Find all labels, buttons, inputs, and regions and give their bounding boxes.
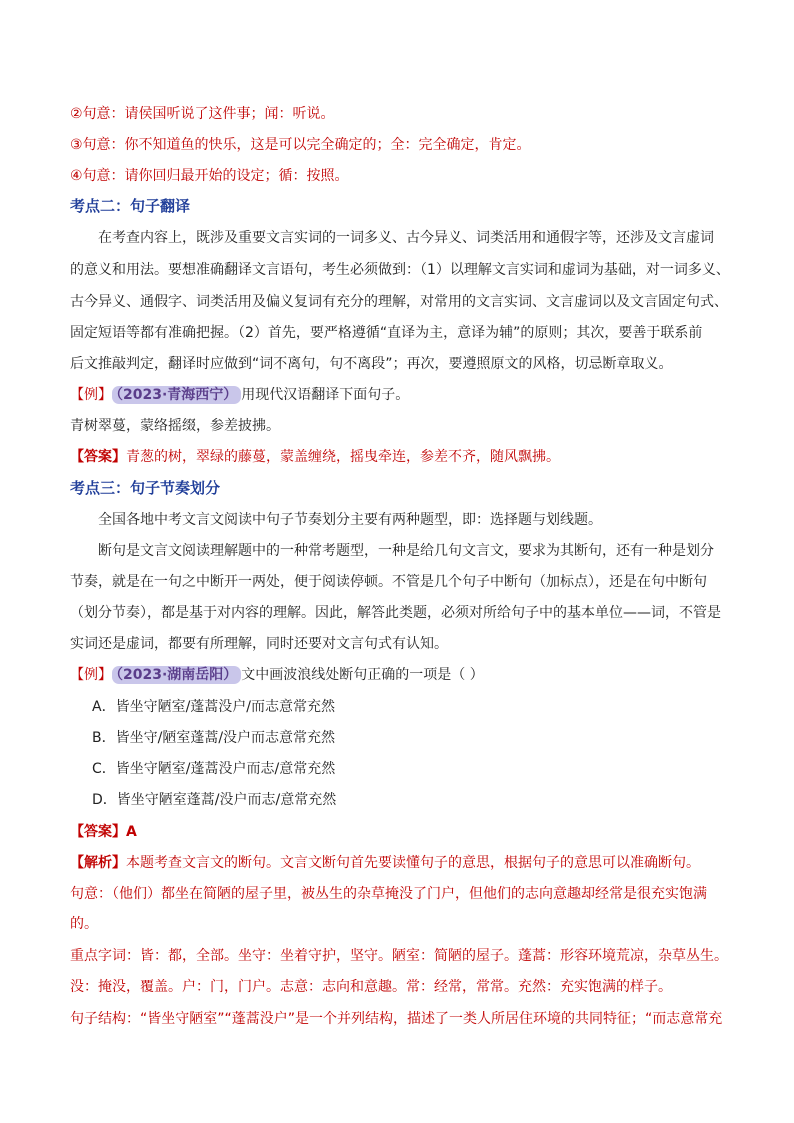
source-tag: （2023·青海西宁） <box>112 386 241 404</box>
paragraph-line: 固定短语等都有准确把握。（2）首先，要严格遵循“直译为主，意译为辅”的原则；其次，要善于联系前 <box>70 325 703 341</box>
paragraph-line: 古今异义、通假字、词类活用及偏义复词有充分的理解，对常用的文言实词、文言虚词以及文言固定句式、 <box>70 294 728 310</box>
analysis-label: 【解析】 <box>70 855 126 871</box>
paragraph-line: 后文推敲判定，翻译时应做到“词不离句，句不离段”；再次，要遵照原文的风格，切忌断章取义。 <box>70 356 673 372</box>
paragraph-line: 全国各地中考文言文阅读中句子节奏划分主要有两种题型，即：选择题与划线题。 <box>98 512 602 528</box>
section-heading-3: 考点三：句子节奏划分 <box>70 479 221 497</box>
source-tag: （2023·湖南岳阳） <box>112 666 241 684</box>
analysis-text: 本题考查文言文的断句。文言文断句首先要读懂句子的意思，根据句子的意思可以准确断句。 <box>126 855 700 871</box>
option-a: A．皆坐守陋室/蓬蒿没户/而志意常充然 <box>92 699 336 715</box>
example-2 <box>70 665 730 685</box>
analysis-line: 句子结构：“皆坐守陋室”“蓬蒿没户”是一个并列结构，描述了一类人所居住环境的共同特征；“而志意常充 <box>70 1011 723 1027</box>
example-bracket: 【例】 <box>70 387 112 403</box>
answer-label: 【答案】 <box>70 824 126 840</box>
analysis-line: 没：掩没，覆盖。户：门，门户。志意：志向和意趣。常：经常，常常。充然：充实饱满的样子。 <box>70 979 672 995</box>
paragraph-line: 实词还是虚词，都要有所理解，同时还要对文言句式有认知。 <box>70 636 448 652</box>
answer-text: A <box>126 824 137 840</box>
answer-2 <box>70 822 730 842</box>
paragraph-line: 断句是文言文阅读理解题中的一种常考题型，一种是给几句文言文，要求为其断句，还有一种是划分 <box>98 543 714 559</box>
meaning-line-3: ③句意：你不知道鱼的快乐，这是可以完全确定的；全：完全确定，肯定。 <box>70 137 531 153</box>
example-prompt: 文中画波浪线处断句正确的一项是（ ） <box>241 667 484 683</box>
paragraph-line: 在考查内容上，既涉及重要文言实词的一词多义、古今异义、词类活用和通假字等，还涉及文言虚词 <box>98 230 714 246</box>
analysis-line: 句意：（他们）都坐在简陋的屋子里，被丛生的杂草掩没了门户，但他们的志向意趣却经常是很充实饱满 <box>70 886 707 902</box>
analysis <box>70 853 730 873</box>
example-sentence: 青树翠蔓，蒙络摇缀，参差披拂。 <box>70 418 280 434</box>
answer-label: 【答案】 <box>70 449 126 465</box>
example-1 <box>70 385 730 405</box>
meaning-line-4: ④句意：请你回归最开始的设定；循：按照。 <box>70 168 349 184</box>
paragraph-line: 节奏，就是在一句之中断开一两处，便于阅读停顿。不管是几个句子中断句（加标点），还是在句中断句 <box>70 574 707 590</box>
analysis-line: 重点字词：皆：都，全部。坐守：坐着守护，坚守。陋室：简陋的屋子。蓬蒿：形容环境荒凉，杂草丛生。 <box>70 948 728 964</box>
answer-1 <box>70 447 730 467</box>
section-heading-2: 考点二：句子翻译 <box>70 197 191 215</box>
meaning-line-2: ②句意：请侯国听说了这件事；闻：听说。 <box>70 106 335 122</box>
analysis-line: 的。 <box>70 916 98 932</box>
example-bracket: 【例】 <box>70 667 112 683</box>
option-d: D．皆坐守陋室蓬蒿/没户而志/意常充然 <box>92 792 337 808</box>
answer-text: 青葱的树，翠绿的藤蔓，蒙盖缠绕，摇曳牵连，参差不齐，随风飘拂。 <box>126 449 560 465</box>
paragraph-line: （划分节奏），都是基于对内容的理解。因此，解答此类题，必须对所给句子中的基本单位——词，不管是 <box>70 605 721 621</box>
example-prompt: 用现代汉语翻译下面句子。 <box>241 387 410 403</box>
paragraph-line: 的意义和用法。要想准确翻译文言语句，考生必须做到：（1）以理解文言实词和虚词为基础，对一词多义、 <box>70 262 730 278</box>
option-b: B．皆坐守/陋室蓬蒿/没户而志意常充然 <box>92 730 336 746</box>
option-c: C．皆坐守陋室/蓬蒿没户而志/意常充然 <box>92 761 336 777</box>
